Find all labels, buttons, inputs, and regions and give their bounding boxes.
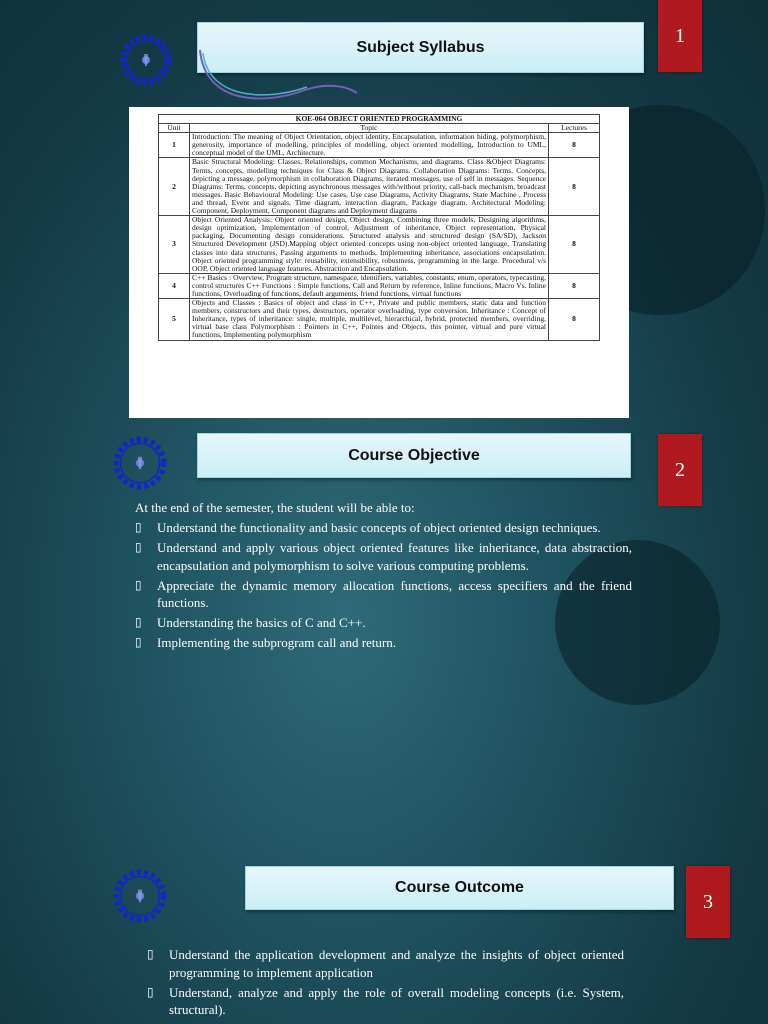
objective-intro: At the end of the semester, the student will be able to: — [135, 500, 415, 515]
institute-logo-icon — [111, 434, 169, 492]
bullet-icon: ▯ — [147, 947, 154, 961]
syllabus-table-title: KOE-064 OBJECT ORIENTED PROGRAMMING — [159, 115, 600, 124]
list-item — [147, 984, 624, 1019]
bullet-icon: ▯ — [135, 635, 142, 649]
slide-title: Subject Syllabus — [197, 22, 644, 73]
lectures-cell: 8 — [549, 216, 600, 274]
table-row — [159, 133, 600, 158]
topic-cell: Object Oriented Analysis: Object oriented design, Object design, Combining three models, Designing algorithms, design optimization, Implementation of control, Adjustment of inheritance, Object representation, Physical packaging, Documenting design considerations. Structured analysis and structured design (SA/SD), Jackson Structured Development (JSD).Mapping object oriented concepts using non-object oriented language, Translating classes into data structures, Passing arguments to methods, Implementing inheritance, associations encapsulation. Object oriented programming style: reusability, extensibility, robustness, programming in the large. Procedural v/s OOP, Object oriented language features. Abstraction and Encapsulation. — [190, 216, 549, 274]
bullet-icon: ▯ — [135, 615, 142, 629]
unit-cell: 4 — [159, 273, 190, 298]
bullet-icon: ▯ — [135, 577, 142, 592]
table-row — [159, 216, 600, 274]
list-item-text: Appreciate the dynamic memory allocation functions, access specifiers and the friend functions. — [157, 577, 632, 610]
slide-number: 1 — [658, 0, 702, 72]
column-header-topic: Topic — [190, 124, 549, 133]
lectures-cell: 8 — [549, 273, 600, 298]
lectures-cell: 8 — [549, 299, 600, 340]
list-item-text: Understand, analyze and apply the role of overall modeling concepts (i.e. System, structural). — [169, 984, 624, 1017]
slide-number: 2 — [658, 434, 702, 506]
institute-logo-icon — [111, 867, 169, 925]
list-item-text: Understand the application development and analyze the insights of object oriented programming to implement application — [169, 947, 624, 980]
list-item-text: Implementing the subprogram call and return. — [157, 635, 396, 650]
slide-number: 3 — [686, 866, 730, 938]
column-header-unit: Unit — [159, 124, 190, 133]
list-item-text: Understand the functionality and basic concepts of object oriented design techniques. — [157, 520, 601, 535]
topic-cell: Objects and Classes : Basics of object and class in C++, Private and public members, static data and function members, constructors and their types, destructors, operator overloading, type conversion. Inheritance : Concept of Inheritance, types of inheritance: single, multiple, multilevel, hierarchical, hybrid, protected members, overriding, virtual base class Polymorphism : Pointers in C++, Pointes and Objects, this pointer, virtual and pure virtual functions, Implementing polymorphism — [190, 299, 549, 340]
slide-title: Course Outcome — [245, 866, 674, 910]
topic-cell: C++ Basics : Overview, Program structure, namespace, identifiers, variables, constants, enum, operators, typecasting, control structures C++ Functions : Simple functions, Call and Return by reference, Inline functions, Macro Vs. Inline functions, Overloading of functions, default arguments, friend functions, virtual functions — [190, 273, 549, 298]
decorative-swoosh — [195, 45, 365, 105]
slide-title: Course Objective — [197, 433, 631, 478]
table-row — [159, 273, 600, 298]
syllabus-table — [158, 114, 600, 341]
topic-cell: Basic Structural Modeling: Classes, Relationships, common Mechanisms, and diagrams. Class &Object Diagrams: Terms, concepts, modelling techniques for Class & Object Diagrams. Collaboration Diagrams: Terms, Concepts, depicting a message, polymorphism in collaboration Diagrams, iterated messages, use of self in messages. Sequence Diagrams: Terms, concepts, depicting asynchronous messages with/without priority, call-back mechanism, broadcast messages. Basic Behavioural Modeling: Use cases, Use case Diagrams, Activity Diagrams, State Machine , Process and thread, Event and signals, Time diagram, interaction diagram, Package diagram. Architectural Modeling: Component, Deployment, Component diagrams and Deployment diagrams — [190, 158, 549, 216]
list-item — [135, 539, 632, 574]
list-item — [135, 634, 632, 652]
unit-cell: 1 — [159, 133, 190, 158]
unit-cell: 2 — [159, 158, 190, 216]
objective-list — [135, 519, 632, 654]
lectures-cell: 8 — [549, 133, 600, 158]
bullet-icon: ▯ — [135, 540, 142, 554]
syllabus-table-image — [129, 107, 629, 418]
list-item — [135, 614, 632, 632]
topic-cell: Introduction: The meaning of Object Orientation, object identity, Encapsulation, information hiding, polymorphism, generosity, importance of modelling, principles of modelling, object oriented modelling, Introduction to UML, conceptual model of the UML, Architecture. — [190, 133, 549, 158]
list-item-text: Understand and apply various object oriented features like inheritance, data abstraction, encapsulation and polymorphism to solve various computing problems. — [157, 540, 632, 573]
outcome-list — [147, 946, 624, 1021]
bullet-icon: ▯ — [147, 984, 154, 999]
unit-cell: 3 — [159, 216, 190, 274]
list-item — [135, 519, 632, 537]
institute-logo-icon — [118, 32, 174, 88]
list-item-text: Understanding the basics of C and C++. — [157, 615, 366, 630]
list-item — [147, 946, 624, 981]
column-header-lectures: Lectures — [549, 124, 600, 133]
table-row — [159, 299, 600, 340]
unit-cell: 5 — [159, 299, 190, 340]
list-item — [135, 577, 632, 612]
lectures-cell: 8 — [549, 158, 600, 216]
bullet-icon: ▯ — [135, 520, 142, 534]
table-row — [159, 158, 600, 216]
